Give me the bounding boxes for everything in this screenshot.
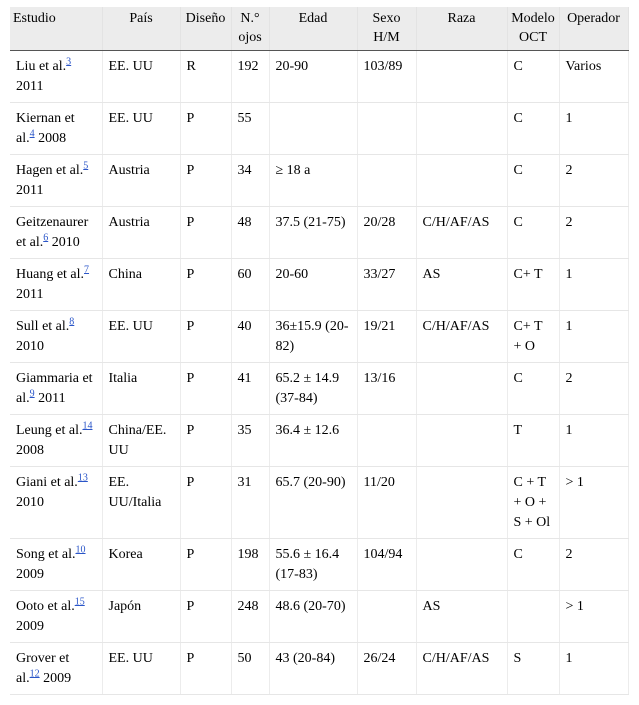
cell-operador: 1	[559, 643, 628, 695]
cell-modelo	[507, 591, 559, 643]
cell-sexo: 103/89	[357, 51, 416, 103]
reference-link[interactable]: 3	[66, 56, 72, 68]
study-author: Song et al.	[16, 547, 76, 562]
table-header-row	[10, 7, 628, 51]
table-row	[10, 311, 628, 363]
cell-ojos: 50	[231, 643, 269, 695]
cell-edad: 20-90	[269, 51, 357, 103]
cell-edad: 55.6 ± 16.4 (17-83)	[269, 539, 357, 591]
cell-ojos: 60	[231, 259, 269, 311]
cell-diseno: P	[180, 363, 231, 415]
study-year: 2010	[16, 339, 44, 354]
table-row	[10, 51, 628, 103]
col-header-modelo: Modelo OCT	[507, 7, 559, 51]
cell-estudio	[10, 207, 102, 259]
reference-link[interactable]: 13	[77, 472, 88, 484]
cell-estudio	[10, 155, 102, 207]
cell-pais: EE. UU	[102, 51, 180, 103]
cell-raza: AS	[416, 591, 507, 643]
cell-ojos: 41	[231, 363, 269, 415]
cell-raza	[416, 467, 507, 539]
reference-link[interactable]: 4	[29, 128, 35, 140]
cell-sexo: 20/28	[357, 207, 416, 259]
cell-ojos: 34	[231, 155, 269, 207]
cell-pais: China	[102, 259, 180, 311]
cell-edad: 36±15.9 (20-82)	[269, 311, 357, 363]
study-year: 2010	[51, 235, 80, 250]
cell-operador: 2	[559, 155, 628, 207]
reference-link[interactable]: 12	[29, 668, 40, 680]
cell-diseno: P	[180, 591, 231, 643]
study-year: 2011	[38, 391, 66, 406]
table-row	[10, 155, 628, 207]
cell-estudio	[10, 311, 102, 363]
cell-operador: 2	[559, 539, 628, 591]
cell-operador: > 1	[559, 467, 628, 539]
col-header-estudio: Estudio	[10, 7, 102, 51]
cell-pais: EE. UU	[102, 103, 180, 155]
table-row	[10, 591, 628, 643]
cell-modelo: T	[507, 415, 559, 467]
cell-operador: 1	[559, 415, 628, 467]
cell-modelo: C + T + O + S + Ol	[507, 467, 559, 539]
table-row	[10, 415, 628, 467]
table-body	[10, 51, 628, 695]
col-header-ojos: N.° ojos	[231, 7, 269, 51]
cell-pais: EE. UU	[102, 311, 180, 363]
cell-sexo	[357, 155, 416, 207]
col-header-operador: Operador	[559, 7, 628, 51]
reference-link[interactable]: 14	[82, 420, 93, 432]
table-row	[10, 467, 628, 539]
cell-diseno: P	[180, 155, 231, 207]
cell-edad: 37.5 (21-75)	[269, 207, 357, 259]
cell-operador: 1	[559, 259, 628, 311]
cell-raza	[416, 51, 507, 103]
study-author: Liu et al.	[16, 59, 67, 74]
study-year: 2011	[16, 287, 44, 302]
cell-pais: Austria	[102, 155, 180, 207]
reference-link[interactable]: 8	[69, 316, 75, 328]
cell-diseno: R	[180, 51, 231, 103]
cell-edad: ≥ 18 a	[269, 155, 357, 207]
cell-raza	[416, 155, 507, 207]
study-year: 2011	[16, 79, 44, 94]
cell-sexo	[357, 591, 416, 643]
cell-sexo: 33/27	[357, 259, 416, 311]
cell-modelo: C	[507, 155, 559, 207]
cell-estudio	[10, 643, 102, 695]
cell-sexo: 11/20	[357, 467, 416, 539]
cell-estudio	[10, 591, 102, 643]
cell-operador: 2	[559, 363, 628, 415]
cell-edad: 65.7 (20-90)	[269, 467, 357, 539]
cell-estudio	[10, 103, 102, 155]
study-year: 2011	[16, 183, 44, 198]
study-author: Leung et al.	[16, 423, 83, 438]
cell-sexo	[357, 415, 416, 467]
cell-estudio	[10, 467, 102, 539]
cell-diseno: P	[180, 415, 231, 467]
cell-modelo: C	[507, 539, 559, 591]
cell-pais: China/EE. UU	[102, 415, 180, 467]
col-header-edad: Edad	[269, 7, 357, 51]
cell-raza: AS	[416, 259, 507, 311]
cell-diseno: P	[180, 103, 231, 155]
study-author: Kiernan et al.	[16, 111, 75, 146]
cell-edad: 36.4 ± 12.6	[269, 415, 357, 467]
table-row	[10, 363, 628, 415]
reference-link[interactable]: 10	[75, 544, 86, 556]
study-year: 2009	[16, 619, 44, 634]
cell-raza: C/H/AF/AS	[416, 207, 507, 259]
cell-diseno: P	[180, 207, 231, 259]
reference-link[interactable]: 6	[43, 232, 49, 244]
reference-link[interactable]: 7	[84, 264, 90, 276]
cell-estudio	[10, 259, 102, 311]
cell-sexo: 19/21	[357, 311, 416, 363]
cell-ojos: 192	[231, 51, 269, 103]
cell-ojos: 35	[231, 415, 269, 467]
reference-link[interactable]: 9	[29, 388, 35, 400]
cell-modelo: C+ T + O	[507, 311, 559, 363]
cell-raza: C/H/AF/AS	[416, 311, 507, 363]
study-year: 2009	[16, 567, 44, 582]
col-header-sexo: Sexo H/M	[357, 7, 416, 51]
cell-edad: 43 (20-84)	[269, 643, 357, 695]
reference-link[interactable]: 15	[74, 596, 85, 608]
study-author: Hagen et al.	[16, 163, 84, 178]
cell-raza	[416, 103, 507, 155]
cell-edad: 65.2 ± 14.9 (37-84)	[269, 363, 357, 415]
table-row	[10, 207, 628, 259]
cell-diseno: P	[180, 643, 231, 695]
study-year: 2009	[43, 671, 72, 686]
cell-ojos: 48	[231, 207, 269, 259]
cell-estudio	[10, 415, 102, 467]
cell-edad: 20-60	[269, 259, 357, 311]
cell-estudio	[10, 363, 102, 415]
cell-raza: C/H/AF/AS	[416, 643, 507, 695]
cell-pais: Korea	[102, 539, 180, 591]
cell-estudio	[10, 539, 102, 591]
cell-ojos: 31	[231, 467, 269, 539]
cell-pais: EE. UU/Italia	[102, 467, 180, 539]
cell-ojos: 55	[231, 103, 269, 155]
cell-operador: > 1	[559, 591, 628, 643]
cell-ojos: 198	[231, 539, 269, 591]
cell-edad	[269, 103, 357, 155]
cell-modelo: C+ T	[507, 259, 559, 311]
study-author: Geitzenaurer et al.	[16, 215, 89, 250]
studies-table	[10, 7, 629, 695]
cell-sexo: 104/94	[357, 539, 416, 591]
cell-ojos: 40	[231, 311, 269, 363]
cell-operador: 1	[559, 103, 628, 155]
cell-raza	[416, 539, 507, 591]
cell-pais: Austria	[102, 207, 180, 259]
cell-raza	[416, 363, 507, 415]
cell-diseno: P	[180, 259, 231, 311]
cell-pais: Italia	[102, 363, 180, 415]
col-header-raza: Raza	[416, 7, 507, 51]
cell-modelo: C	[507, 207, 559, 259]
cell-modelo: C	[507, 51, 559, 103]
study-year: 2010	[16, 495, 44, 510]
study-author: Grover et al.	[16, 651, 70, 686]
cell-diseno: P	[180, 311, 231, 363]
table-row	[10, 259, 628, 311]
cell-modelo: S	[507, 643, 559, 695]
table-row	[10, 539, 628, 591]
cell-pais: Japón	[102, 591, 180, 643]
cell-edad: 48.6 (20-70)	[269, 591, 357, 643]
cell-pais: EE. UU	[102, 643, 180, 695]
cell-diseno: P	[180, 467, 231, 539]
reference-link[interactable]: 5	[83, 160, 89, 172]
study-author: Giani et al.	[16, 475, 78, 490]
study-author: Ooto et al.	[16, 599, 75, 614]
table-row	[10, 643, 628, 695]
cell-operador: 1	[559, 311, 628, 363]
study-year: 2008	[16, 443, 44, 458]
cell-sexo: 26/24	[357, 643, 416, 695]
cell-ojos: 248	[231, 591, 269, 643]
study-year: 2008	[38, 131, 67, 146]
cell-raza	[416, 415, 507, 467]
cell-operador: Varios	[559, 51, 628, 103]
cell-modelo: C	[507, 103, 559, 155]
cell-sexo: 13/16	[357, 363, 416, 415]
study-author: Giammaria et al.	[16, 371, 93, 406]
cell-modelo: C	[507, 363, 559, 415]
cell-sexo	[357, 103, 416, 155]
study-author: Sull et al.	[16, 319, 70, 334]
col-header-diseno: Diseño	[180, 7, 231, 51]
cell-operador: 2	[559, 207, 628, 259]
cell-diseno: P	[180, 539, 231, 591]
col-header-pais: País	[102, 7, 180, 51]
cell-estudio	[10, 51, 102, 103]
table-row	[10, 103, 628, 155]
study-author: Huang et al.	[16, 267, 85, 282]
